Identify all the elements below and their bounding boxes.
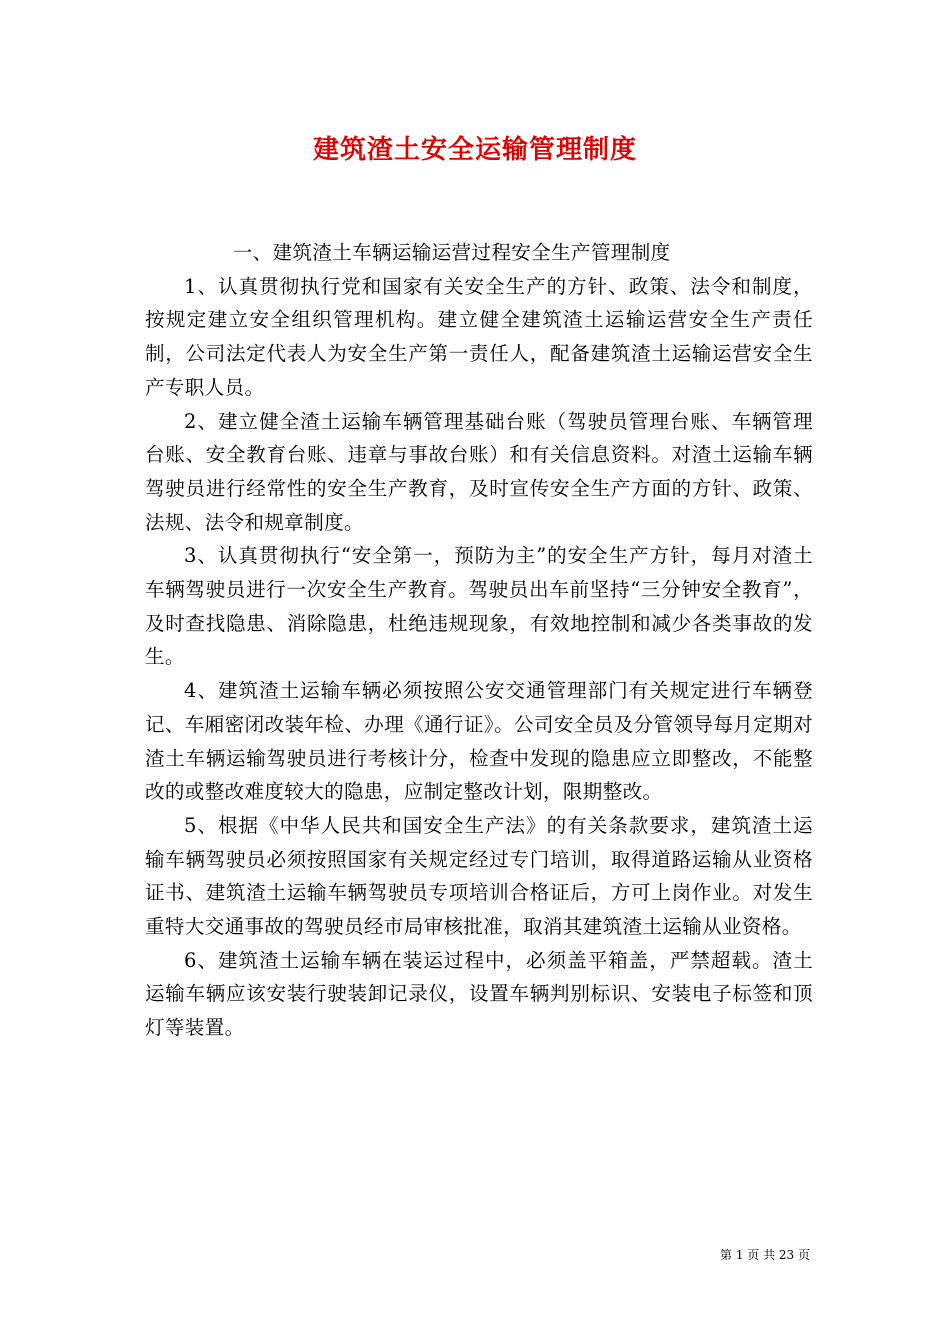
paragraph-6: 6、建筑渣土运输车辆在装运过程中，必须盖平箱盖，严禁超载。渣土运输车辆应该安装行驶装卸记录仪，设置车辆判别标识、安装电子标签和顶灯等装置。 bbox=[145, 948, 813, 1040]
section-heading: 一、建筑渣土车辆运输运营过程安全生产管理制度 bbox=[232, 241, 671, 264]
paragraph-2: 2、建立健全渣土运输车辆管理基础台账（驾驶员管理台账、车辆管理台账、安全教育台账、违章与事故台账）和有关信息资料。对渣土运输车辆驾驶员进行经常性的安全生产教育，及时宣传安全生产方面的方针、政策、法规、法令和规章制度。 bbox=[145, 409, 813, 534]
paragraph-3: 3、认真贯彻执行“安全第一，预防为主”的安全生产方针，每月对渣土车辆驾驶员进行一次安全生产教育。驾驶员出车前坚持“三分钟安全教育”，及时查找隐患、消除隐患，杜绝违规现象，有效地控制和减少各类事故的发生。 bbox=[145, 544, 813, 669]
document-body bbox=[145, 236, 813, 1045]
paragraph-1: 1、认真贯彻执行党和国家有关安全生产的方针、政策、法令和制度，按规定建立安全组织管理机构。建立健全建筑渣土运输运营安全生产责任制，公司法定代表人为安全生产第一责任人，配备建筑渣土运输运营安全生产专职人员。 bbox=[145, 274, 813, 399]
document-title: 建筑渣土安全运输管理制度 bbox=[312, 135, 637, 165]
paragraph-4: 4、建筑渣土运输车辆必须按照公安交通管理部门有关规定进行车辆登记、车厢密闭改装年检、办理《通行证》。公司安全员及分管领导每月定期对渣土车辆运输驾驶员进行考核计分，检查中发现的隐患应立即整改，不能整改的或整改难度较大的隐患，应制定整改计划，限期整改。 bbox=[145, 679, 813, 804]
page-number: 第 1 页 共 23 页 bbox=[720, 1248, 810, 1262]
paragraph-5: 5、根据《中华人民共和国安全生产法》的有关条款要求，建筑渣土运输车辆驾驶员必须按照国家有关规定经过专门培训，取得道路运输从业资格证书、建筑渣土运输车辆驾驶员专项培训合格证后，方可上岗作业。对发生重特大交通事故的驾驶员经市局审核批准，取消其建筑渣土运输从业资格。 bbox=[145, 813, 813, 939]
